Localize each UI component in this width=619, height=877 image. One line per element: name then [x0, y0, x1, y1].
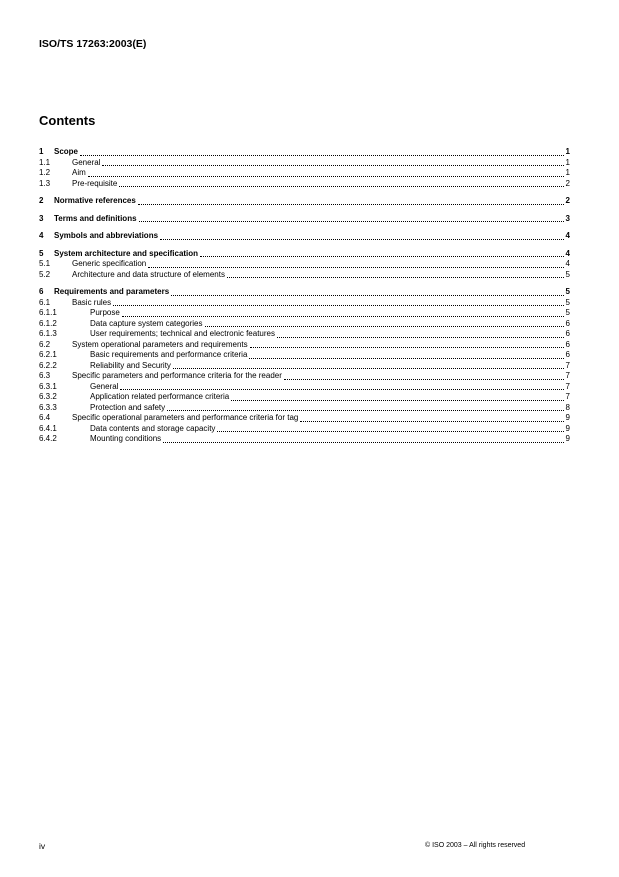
toc-entry-number: 1 [39, 147, 44, 156]
toc-entry-number: 6.2.2 [39, 360, 57, 370]
toc-entry-number: 5.1 [39, 259, 51, 268]
toc-entry-page: 1 [565, 147, 570, 156]
toc-entry-title: Application related performance criteria [90, 392, 230, 401]
toc-entry-title: Terms and definitions [54, 213, 137, 223]
toc-entry-page: 1 [565, 157, 570, 167]
toc-entry-number: 6.1.2 [39, 318, 57, 328]
toc-entry[interactable] [39, 259, 570, 270]
toc-entry[interactable] [39, 371, 570, 382]
toc-entry-page: 6 [565, 318, 570, 328]
toc-leader-dots [88, 176, 564, 177]
toc-entry-title: Mounting conditions [90, 434, 162, 443]
toc-leader-dots [250, 347, 564, 348]
toc-entry-title: General [90, 381, 119, 391]
toc-leader-dots [120, 389, 564, 390]
toc-entry[interactable] [39, 434, 570, 445]
toc-entry-page: 5 [565, 287, 570, 296]
toc-leader-dots [231, 400, 564, 401]
toc-entry[interactable] [39, 168, 570, 179]
toc-entry[interactable] [39, 403, 570, 414]
toc-entry-page: 4 [565, 259, 570, 268]
toc-entry-title: Purpose [90, 308, 120, 317]
toc-entry-title: User requirements; technical and electronic features [90, 329, 275, 338]
toc-leader-dots [122, 316, 564, 317]
toc-entry[interactable] [39, 382, 570, 393]
toc-entry-title: Scope [54, 147, 79, 156]
toc-leader-dots [138, 204, 564, 205]
toc-entry-number: 6.3.1 [39, 381, 57, 391]
toc-entry-page: 5 [565, 297, 570, 307]
toc-entry[interactable] [39, 340, 570, 351]
page-title: Contents [39, 113, 96, 128]
toc-entry-number: 6.1.1 [39, 308, 57, 317]
toc-entry-number: 6.1 [39, 297, 51, 307]
toc-entry-title: System architecture and specification [54, 248, 199, 258]
toc-entry-title: General [72, 157, 101, 167]
toc-entry-number: 1.3 [39, 178, 51, 188]
toc-entry[interactable] [39, 270, 570, 281]
toc-entry-title: Specific parameters and performance criteria for the reader [72, 371, 282, 380]
toc-leader-dots [167, 410, 564, 411]
toc-entry-number: 5 [39, 248, 44, 258]
toc-entry[interactable] [39, 287, 570, 298]
toc-entry[interactable] [39, 249, 570, 260]
toc-entry-title: Basic rules [72, 297, 112, 307]
toc-entry-title: Normative references [54, 196, 136, 205]
toc-entry-title: Data contents and storage capacity [90, 423, 216, 433]
toc-leader-dots [163, 442, 564, 443]
toc-entry-page: 6 [565, 339, 570, 349]
toc-entry[interactable] [39, 298, 570, 309]
toc-entry-page: 6 [565, 329, 570, 338]
toc-entry-title: Architecture and data structure of elements [72, 269, 225, 279]
toc-entry-number: 4 [39, 231, 44, 240]
toc-entry[interactable] [39, 319, 570, 330]
toc-entry[interactable] [39, 329, 570, 340]
toc-entry-page: 6 [565, 350, 570, 359]
toc-leader-dots [139, 221, 564, 222]
toc-entry-page: 4 [565, 248, 570, 258]
toc-leader-dots [200, 256, 564, 257]
toc-entry-number: 6.1.3 [39, 329, 57, 338]
toc-entry-number: 6.2.1 [39, 350, 57, 359]
toc-leader-dots [300, 421, 564, 422]
toc-entry-number: 6 [39, 287, 44, 296]
toc-entry-title: Reliability and Security [90, 360, 171, 370]
toc-leader-dots [102, 165, 564, 166]
toc-leader-dots [119, 186, 564, 187]
toc-entry[interactable] [39, 392, 570, 403]
toc-entry-page: 2 [565, 196, 570, 205]
toc-entry-page: 7 [565, 392, 570, 401]
toc-leader-dots [284, 379, 564, 380]
toc-entry-number: 2 [39, 196, 44, 205]
toc-entry[interactable] [39, 308, 570, 319]
toc-entry-title: Requirements and parameters [54, 287, 170, 296]
toc-entry-title: Specific operational parameters and performance criteria for tag [72, 413, 299, 422]
toc-entry-number: 1.2 [39, 168, 51, 177]
toc-entry-number: 6.4.2 [39, 434, 57, 443]
toc-entry-number: 6.3 [39, 371, 51, 380]
toc-entry-title: Data capture system categories [90, 318, 203, 328]
copyright-notice: © ISO 2003 – All rights reserved [425, 842, 526, 849]
toc-leader-dots [148, 267, 564, 268]
toc-entry-title: Generic specification [72, 259, 147, 268]
toc-entry-number: 6.4.1 [39, 423, 57, 433]
toc-entry-number: 3 [39, 213, 44, 223]
toc-entry-page: 1 [565, 168, 570, 177]
toc-entry-page: 7 [565, 381, 570, 391]
toc-leader-dots [171, 295, 564, 296]
toc-entry-page: 9 [565, 413, 570, 422]
toc-entry[interactable] [39, 214, 570, 225]
toc-entry[interactable] [39, 196, 570, 207]
toc-entry[interactable] [39, 350, 570, 361]
toc-entry-number: 6.2 [39, 339, 51, 349]
toc-entry-title: Basic requirements and performance criteria [90, 350, 248, 359]
toc-entry[interactable] [39, 424, 570, 435]
toc-entry-page: 3 [565, 213, 570, 223]
toc-entry-page: 7 [565, 360, 570, 370]
toc-entry-page: 7 [565, 371, 570, 380]
toc-entry-title: Pre-requisite [72, 178, 118, 188]
toc-entry-number: 6.3.2 [39, 392, 57, 401]
toc-entry[interactable] [39, 413, 570, 424]
toc-leader-dots [227, 277, 564, 278]
toc-entry-page: 2 [565, 178, 570, 188]
toc-entry-number: 1.1 [39, 157, 51, 167]
toc-entry-page: 9 [565, 423, 570, 433]
toc-entry-page: 8 [565, 402, 570, 412]
toc-leader-dots [217, 431, 564, 432]
toc-leader-dots [160, 239, 564, 240]
toc-entry[interactable] [39, 231, 570, 242]
toc-leader-dots [173, 368, 564, 369]
toc-entry[interactable] [39, 147, 570, 158]
page-number: iv [39, 841, 46, 851]
toc-entry-title: Aim [72, 168, 86, 177]
toc-entry-title: Protection and safety [90, 402, 166, 412]
toc-entry-page: 4 [565, 231, 570, 240]
toc-entry-number: 6.3.3 [39, 402, 57, 412]
toc-leader-dots [277, 337, 564, 338]
toc-entry-page: 5 [565, 308, 570, 317]
toc-entry-page: 5 [565, 269, 570, 279]
toc-entry-page: 9 [565, 434, 570, 443]
toc-entry-number: 6.4 [39, 413, 51, 422]
document-id: ISO/TS 17263:2003(E) [39, 38, 147, 50]
toc-leader-dots [80, 155, 564, 156]
toc-entry[interactable] [39, 158, 570, 169]
toc-entry-number: 5.2 [39, 269, 51, 279]
toc-entry-title: Symbols and abbreviations [54, 231, 159, 240]
toc-entry[interactable] [39, 361, 570, 372]
table-of-contents [39, 147, 570, 445]
toc-leader-dots [113, 305, 564, 306]
toc-entry-title: System operational parameters and requirements [72, 339, 248, 349]
toc-entry[interactable] [39, 179, 570, 190]
toc-leader-dots [205, 326, 564, 327]
toc-leader-dots [249, 358, 564, 359]
